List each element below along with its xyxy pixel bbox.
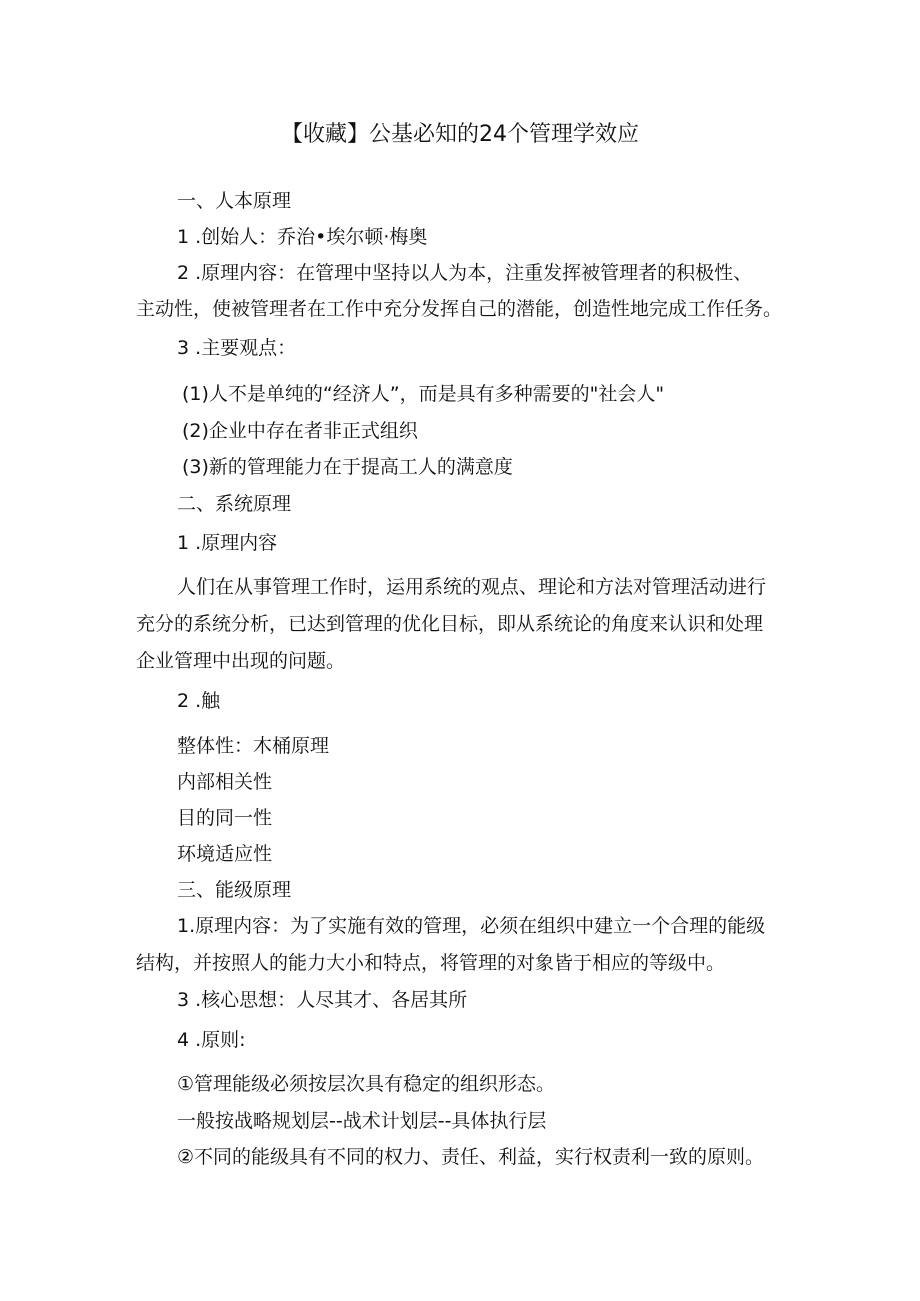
paragraph-line: 3 .主要观点： bbox=[177, 337, 297, 359]
list-item: 内部相关性 bbox=[177, 771, 273, 793]
paragraph-line: 2 .触 bbox=[177, 690, 221, 712]
list-item: 目的同一性 bbox=[177, 807, 273, 829]
list-item: 一般按战略规划层--战术计划层--具体执行层 bbox=[177, 1110, 547, 1132]
section-heading-system-principle: 二、系统原理 bbox=[177, 493, 292, 515]
paragraph-line: 结构，并按照人的能力大小和特点，将管理的对象皆于相应的等级中。 bbox=[136, 952, 726, 974]
paragraph-line: 主动性，使被管理者在工作中充分发挥自己的潜能，创造性地完成工作任务。 bbox=[136, 298, 783, 320]
paragraph-line: 3 .核心思想：人尽其才、各居其所 bbox=[177, 989, 468, 1011]
paragraph-line: 2 .原理内容：在管理中坚持以人为本，注重发挥被管理者的积极性、 bbox=[177, 262, 753, 284]
list-item: 整体性：木桶原理 bbox=[177, 735, 330, 757]
paragraph-line: 4 .原则: bbox=[177, 1029, 246, 1051]
list-item: 环境适应性 bbox=[177, 843, 273, 865]
paragraph-line: 充分的系统分析，已达到管理的优化目标，即从系统论的角度来认识和处理 bbox=[136, 613, 764, 635]
section-heading-energy-level-principle: 三、能级原理 bbox=[177, 879, 292, 901]
paragraph-line: 1.原理内容：为了实施有效的管理，必须在组织中建立一个合理的能级 bbox=[177, 915, 766, 937]
paragraph-line: 1 .创始人：乔治•埃尔顿·梅奥 bbox=[177, 226, 428, 248]
list-item: (3)新的管理能力在于提高工人的满意度 bbox=[182, 456, 513, 478]
paragraph-line: 人们在从事管理工作时，运用系统的观点、理论和方法对管理活动进行 bbox=[177, 576, 767, 598]
document-title: 【收藏】公基必知的24个管理学效应 bbox=[281, 122, 639, 147]
list-item: ①管理能级必须按层次具有稳定的组织形态。 bbox=[177, 1073, 556, 1095]
paragraph-line: 企业管理中出现的问题。 bbox=[136, 650, 346, 672]
list-item: ②不同的能级具有不同的权力、责任、利益，实行权责利一致的原则。 bbox=[177, 1146, 765, 1168]
list-item: (1)人不是单纯的“经济人”，而是具有多种需要的"社会人" bbox=[182, 383, 665, 405]
list-item: (2)企业中存在者非正式组织 bbox=[182, 420, 418, 442]
paragraph-line: 1 .原理内容 bbox=[177, 532, 278, 554]
section-heading-people-principle: 一、人本原理 bbox=[177, 190, 292, 212]
